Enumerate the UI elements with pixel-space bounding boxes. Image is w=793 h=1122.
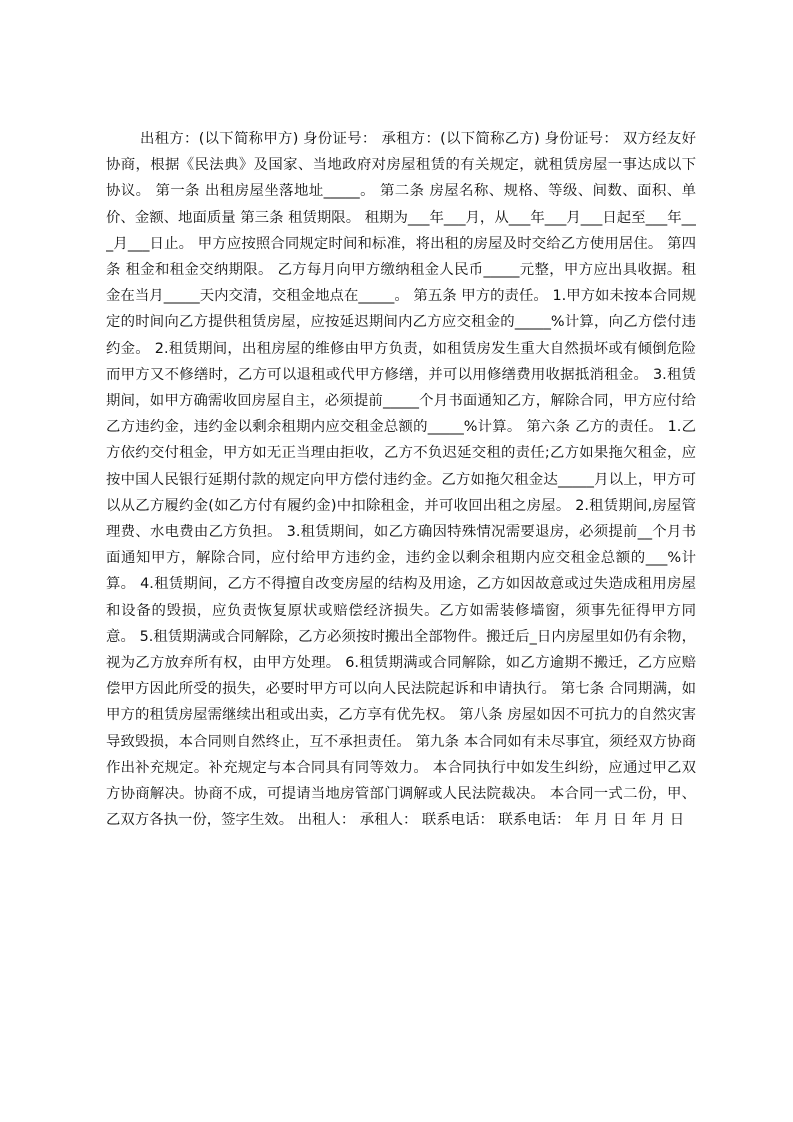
- contract-body-text: 出租方：(以下简称甲方) 身份证号： 承租方：(以下简称乙方) 身份证号： 双方经友好协商，根据《民法典》及国家、当地政府对房屋租赁的有关规定，就租赁房屋一事达成以下协议。 第一条 出租房屋坐落地址_____。 第二条 房屋名称、规格、等级、间数、面积、单价、金额、地面质量 第三条 租赁期限。 租期为___年___月，从___年___月___日起至___年___月___日止。 甲方应按照合同规定时间和标准，将出租的房屋及时交给乙方使用居住。 第四条 租金和租金交纳期限。 乙方每月向甲方缴纳租金人民币_____元整，甲方应出具收据。租金在当月_____天内交清，交租金地点在_____。 第五条 甲方的责任。 1.甲方如未按本合同规定的时间向乙方提供租赁房屋，应按延迟期间内乙方应交租金的_____%计算，向乙方偿付违约金。 2.租赁期间，出租房屋的维修由甲方负责，如租赁房发生重大自然损坏或有倾倒危险而甲方又不修缮时，乙方可以退租或代甲方修缮，并可以用修缮费用收据抵消租金。 3.租赁期间，如甲方确需收回房屋自主，必须提前_____个月书面通知乙方，解除合同，甲方应付给乙方违约金，违约金以剩余租期内应交租金总额的_____%计算。 第六条 乙方的责任。 1.乙方依约交付租金，甲方如无正当理由拒收，乙方不负迟延交租的责任;乙方如果拖欠租金，应按中国人民银行延期付款的规定向甲方偿付违约金。乙方如拖欠租金达_____月以上，甲方可以从乙方履约金(如乙方付有履约金)中扣除租金，并可收回出租之房屋。 2.租赁期间,房屋管理费、水电费由乙方负担。 3.租赁期间，如乙方确因特殊情况需要退房，必须提前__个月书面通知甲方，解除合同，应付给甲方违约金，违约金以剩余租期内应交租金总额的___%计算。 4.租赁期间，乙方不得擅自改变房屋的结构及用途，乙方如因故意或过失造成租用房屋和设备的毁损，应负责恢复原状或赔偿经济损失。乙方如需装修墙窗，须事先征得甲方同意。 5.租赁期满或合同解除，乙方必须按时搬出全部物件。搬迁后_日内房屋里如仍有余物，视为乙方放弃所有权，由甲方处理。 6.租赁期满或合同解除，如乙方逾期不搬迁，乙方应赔偿甲方因此所受的损失，必要时甲方可以向人民法院起诉和申请执行。 第七条 合同期满，如甲方的租赁房屋需继续出租或出卖，乙方享有优先权。 第八条 房屋如因不可抗力的自然灾害导致毁损，本合同则自然终止，互不承担责任。 第九条 本合同如有未尽事宜，须经双方协商作出补充规定。补充规定与本合同具有同等效力。 本合同执行中如发生纠纷，应通过甲乙双方协商解决。协商不成，可提请当地房管部门调解或人民法院裁决。 本合同一式二份，甲、乙双方各执一份，签字生效。 出租人： 承租人： 联系电话： 联系电话： 年 月 日 年 月 日: [106, 131, 696, 829]
